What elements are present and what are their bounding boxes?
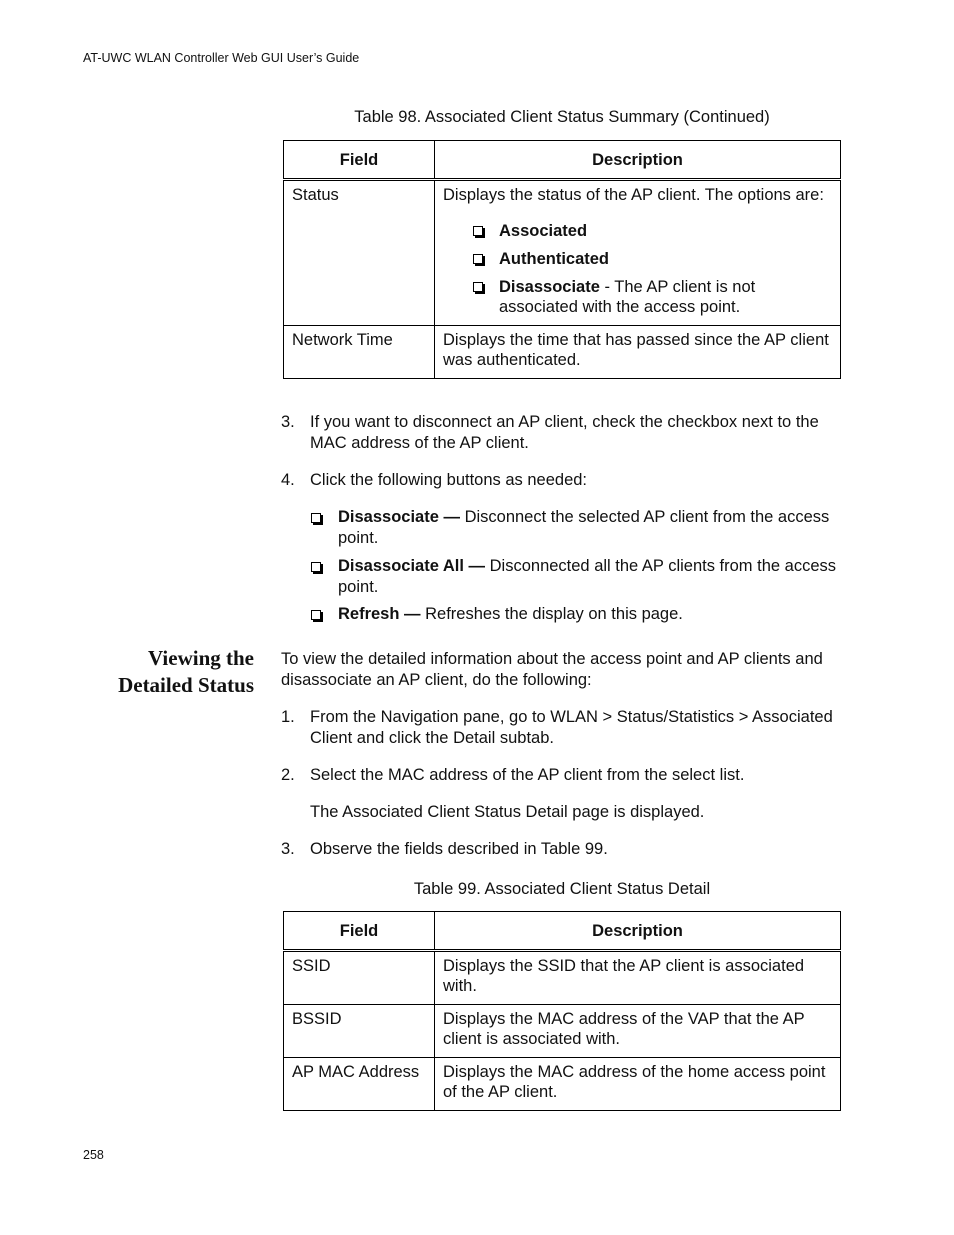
- button-name: Refresh —: [338, 605, 421, 623]
- step-item: [281, 412, 841, 454]
- list-item: [310, 604, 841, 625]
- step-number: 3.: [281, 413, 295, 431]
- field-cell: SSID: [284, 951, 435, 1005]
- section-heading-line: Viewing the: [148, 646, 254, 670]
- list-item: [443, 277, 832, 317]
- step-note: [281, 802, 841, 823]
- description-cell: [435, 180, 841, 326]
- description-text: Displays the status of the AP client. The options are:: [443, 186, 824, 204]
- table-header-row: [284, 141, 841, 180]
- table-row: [284, 951, 841, 1005]
- step-item: [281, 765, 841, 786]
- option-name: Associated: [499, 222, 588, 240]
- option-name: Authenticated: [499, 250, 610, 268]
- table-row: [284, 326, 841, 379]
- field-cell: Network Time: [284, 326, 435, 379]
- step-text: From the Navigation pane, go to WLAN > Status/Statistics > Associated Client and click the Detail subtab.: [310, 708, 833, 747]
- table98-caption: Table 98. Associated Client Status Summary (Continued): [354, 108, 770, 126]
- step-text: The Associated Client Status Detail page is displayed.: [310, 803, 705, 821]
- button-description: Disconnect the selected AP client from the access point.: [338, 508, 830, 547]
- step-item: [281, 470, 841, 491]
- square-bullet-icon: [473, 226, 483, 236]
- button-list-item: [310, 507, 841, 549]
- section-intro: To view the detailed information about the access point and AP clients and disassociate an AP client, do the following:: [281, 650, 823, 689]
- step-text: Click the following buttons as needed:: [310, 471, 588, 489]
- step-number: 1.: [281, 708, 295, 726]
- description-cell: Displays the MAC address of the home access point of the AP client.: [435, 1058, 841, 1111]
- column-header-field: Field: [284, 912, 435, 951]
- table-row: [284, 1005, 841, 1058]
- table-row: [284, 180, 841, 326]
- square-bullet-icon: [311, 513, 321, 523]
- list-item: [443, 221, 832, 241]
- square-bullet-icon: [311, 562, 321, 572]
- square-bullet-icon: [473, 282, 483, 292]
- button-name: Disassociate —: [338, 508, 460, 526]
- section-heading: [60, 645, 254, 699]
- column-header-description: Description: [435, 141, 841, 180]
- column-header-field: Field: [284, 141, 435, 180]
- step-item: [281, 839, 841, 860]
- table99: [283, 911, 841, 1111]
- field-cell: Status: [284, 180, 435, 326]
- button-description: Refreshes the display on this page.: [420, 605, 683, 623]
- column-header-description: Description: [435, 912, 841, 951]
- page-number: 258: [83, 1148, 104, 1162]
- table-header-row: [284, 912, 841, 951]
- list-item: [310, 556, 841, 598]
- button-name: Disassociate All —: [338, 557, 486, 575]
- table98: [283, 140, 841, 379]
- step-text: If you want to disconnect an AP client, check the checkbox next to the MAC address of the AP client.: [310, 413, 819, 452]
- step-text: Observe the fields described in Table 99.: [310, 840, 608, 858]
- list-item: [310, 507, 841, 549]
- table-row: [284, 1058, 841, 1111]
- description-cell: Displays the MAC address of the VAP that the AP client is associated with.: [435, 1005, 841, 1058]
- step-number: 4.: [281, 471, 295, 489]
- option-name: Disassociate: [499, 278, 600, 296]
- step-item: [281, 707, 841, 749]
- list-item: [443, 249, 832, 269]
- step-number: 2.: [281, 766, 295, 784]
- square-bullet-icon: [311, 610, 321, 620]
- description-cell: Displays the SSID that the AP client is associated with.: [435, 951, 841, 1005]
- field-cell: BSSID: [284, 1005, 435, 1058]
- step-text: Select the MAC address of the AP client from the select list.: [310, 766, 745, 784]
- description-cell: Displays the time that has passed since the AP client was authenticated.: [435, 326, 841, 379]
- square-bullet-icon: [473, 254, 483, 264]
- step-number: 3.: [281, 840, 295, 858]
- field-cell: AP MAC Address: [284, 1058, 435, 1111]
- table99-caption: Table 99. Associated Client Status Detail: [413, 880, 711, 898]
- button-list-item: [310, 604, 841, 625]
- option-text: - The AP client is not associated with the access point.: [499, 278, 756, 316]
- running-header: AT-UWC WLAN Controller Web GUI User’s Guide: [83, 51, 360, 65]
- section-heading-line: Detailed Status: [118, 673, 254, 697]
- button-description: Disconnected all the AP clients from the access point.: [338, 557, 837, 596]
- status-options-list: [443, 221, 832, 317]
- button-list-item: [310, 556, 841, 598]
